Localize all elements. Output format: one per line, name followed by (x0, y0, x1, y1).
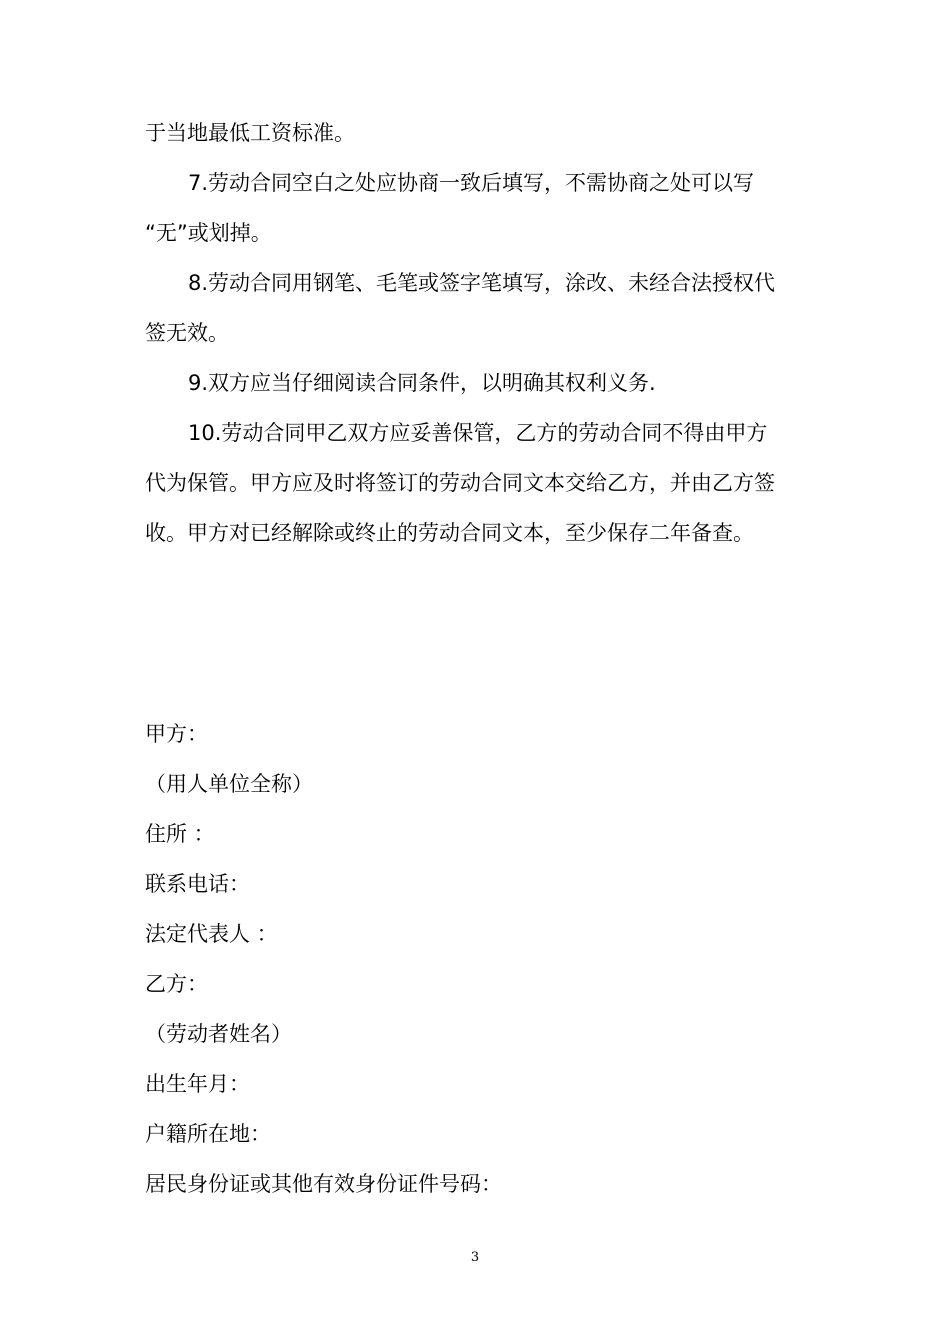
address-label: 住所 ： (145, 822, 215, 846)
paragraph-9: 9.双方应当仔细阅读合同条件，以明确其权利义务. (188, 371, 656, 395)
paragraph-7-line-2: “无”或划掉。 (145, 221, 272, 245)
birth-date-label: 出生年月： (145, 1072, 250, 1096)
party-b-note: （劳动者姓名） (145, 1022, 292, 1046)
household-registration-label: 户籍所在地： (145, 1122, 271, 1146)
paragraph-10-line-1: 10.劳动合同甲乙双方应妥善保管，乙方的劳动合同不得由甲方 (188, 421, 768, 445)
page-number: 3 (470, 1250, 480, 1265)
party-b-label: 乙方： (145, 972, 208, 996)
paragraph-7-line-1: 7.劳动合同空白之处应协商一致后填写，不需协商之处可以写 (188, 171, 755, 195)
paragraph-10-line-2: 代为保管。甲方应及时将签订的劳动合同文本交给乙方，并由乙方签 (145, 471, 775, 495)
paragraph-8-line-2: 签无效。 (145, 321, 229, 345)
party-a-note: （用人单位全称） (145, 772, 313, 796)
legal-representative-label: 法定代表人 ： (145, 922, 278, 946)
phone-label: 联系电话： (145, 872, 250, 896)
id-number-label: 居民身份证或其他有效身份证件号码： (145, 1172, 502, 1196)
party-a-label: 甲方： (145, 722, 208, 746)
paragraph-6-continuation: 于当地最低工资标准。 (145, 121, 355, 145)
paragraph-8-line-1: 8.劳动合同用钢笔、毛笔或签字笔填写，涂改、未经合法授权代 (188, 271, 776, 295)
paragraph-10-line-3: 收。甲方对已经解除或终止的劳动合同文本，至少保存二年备查。 (145, 521, 754, 545)
